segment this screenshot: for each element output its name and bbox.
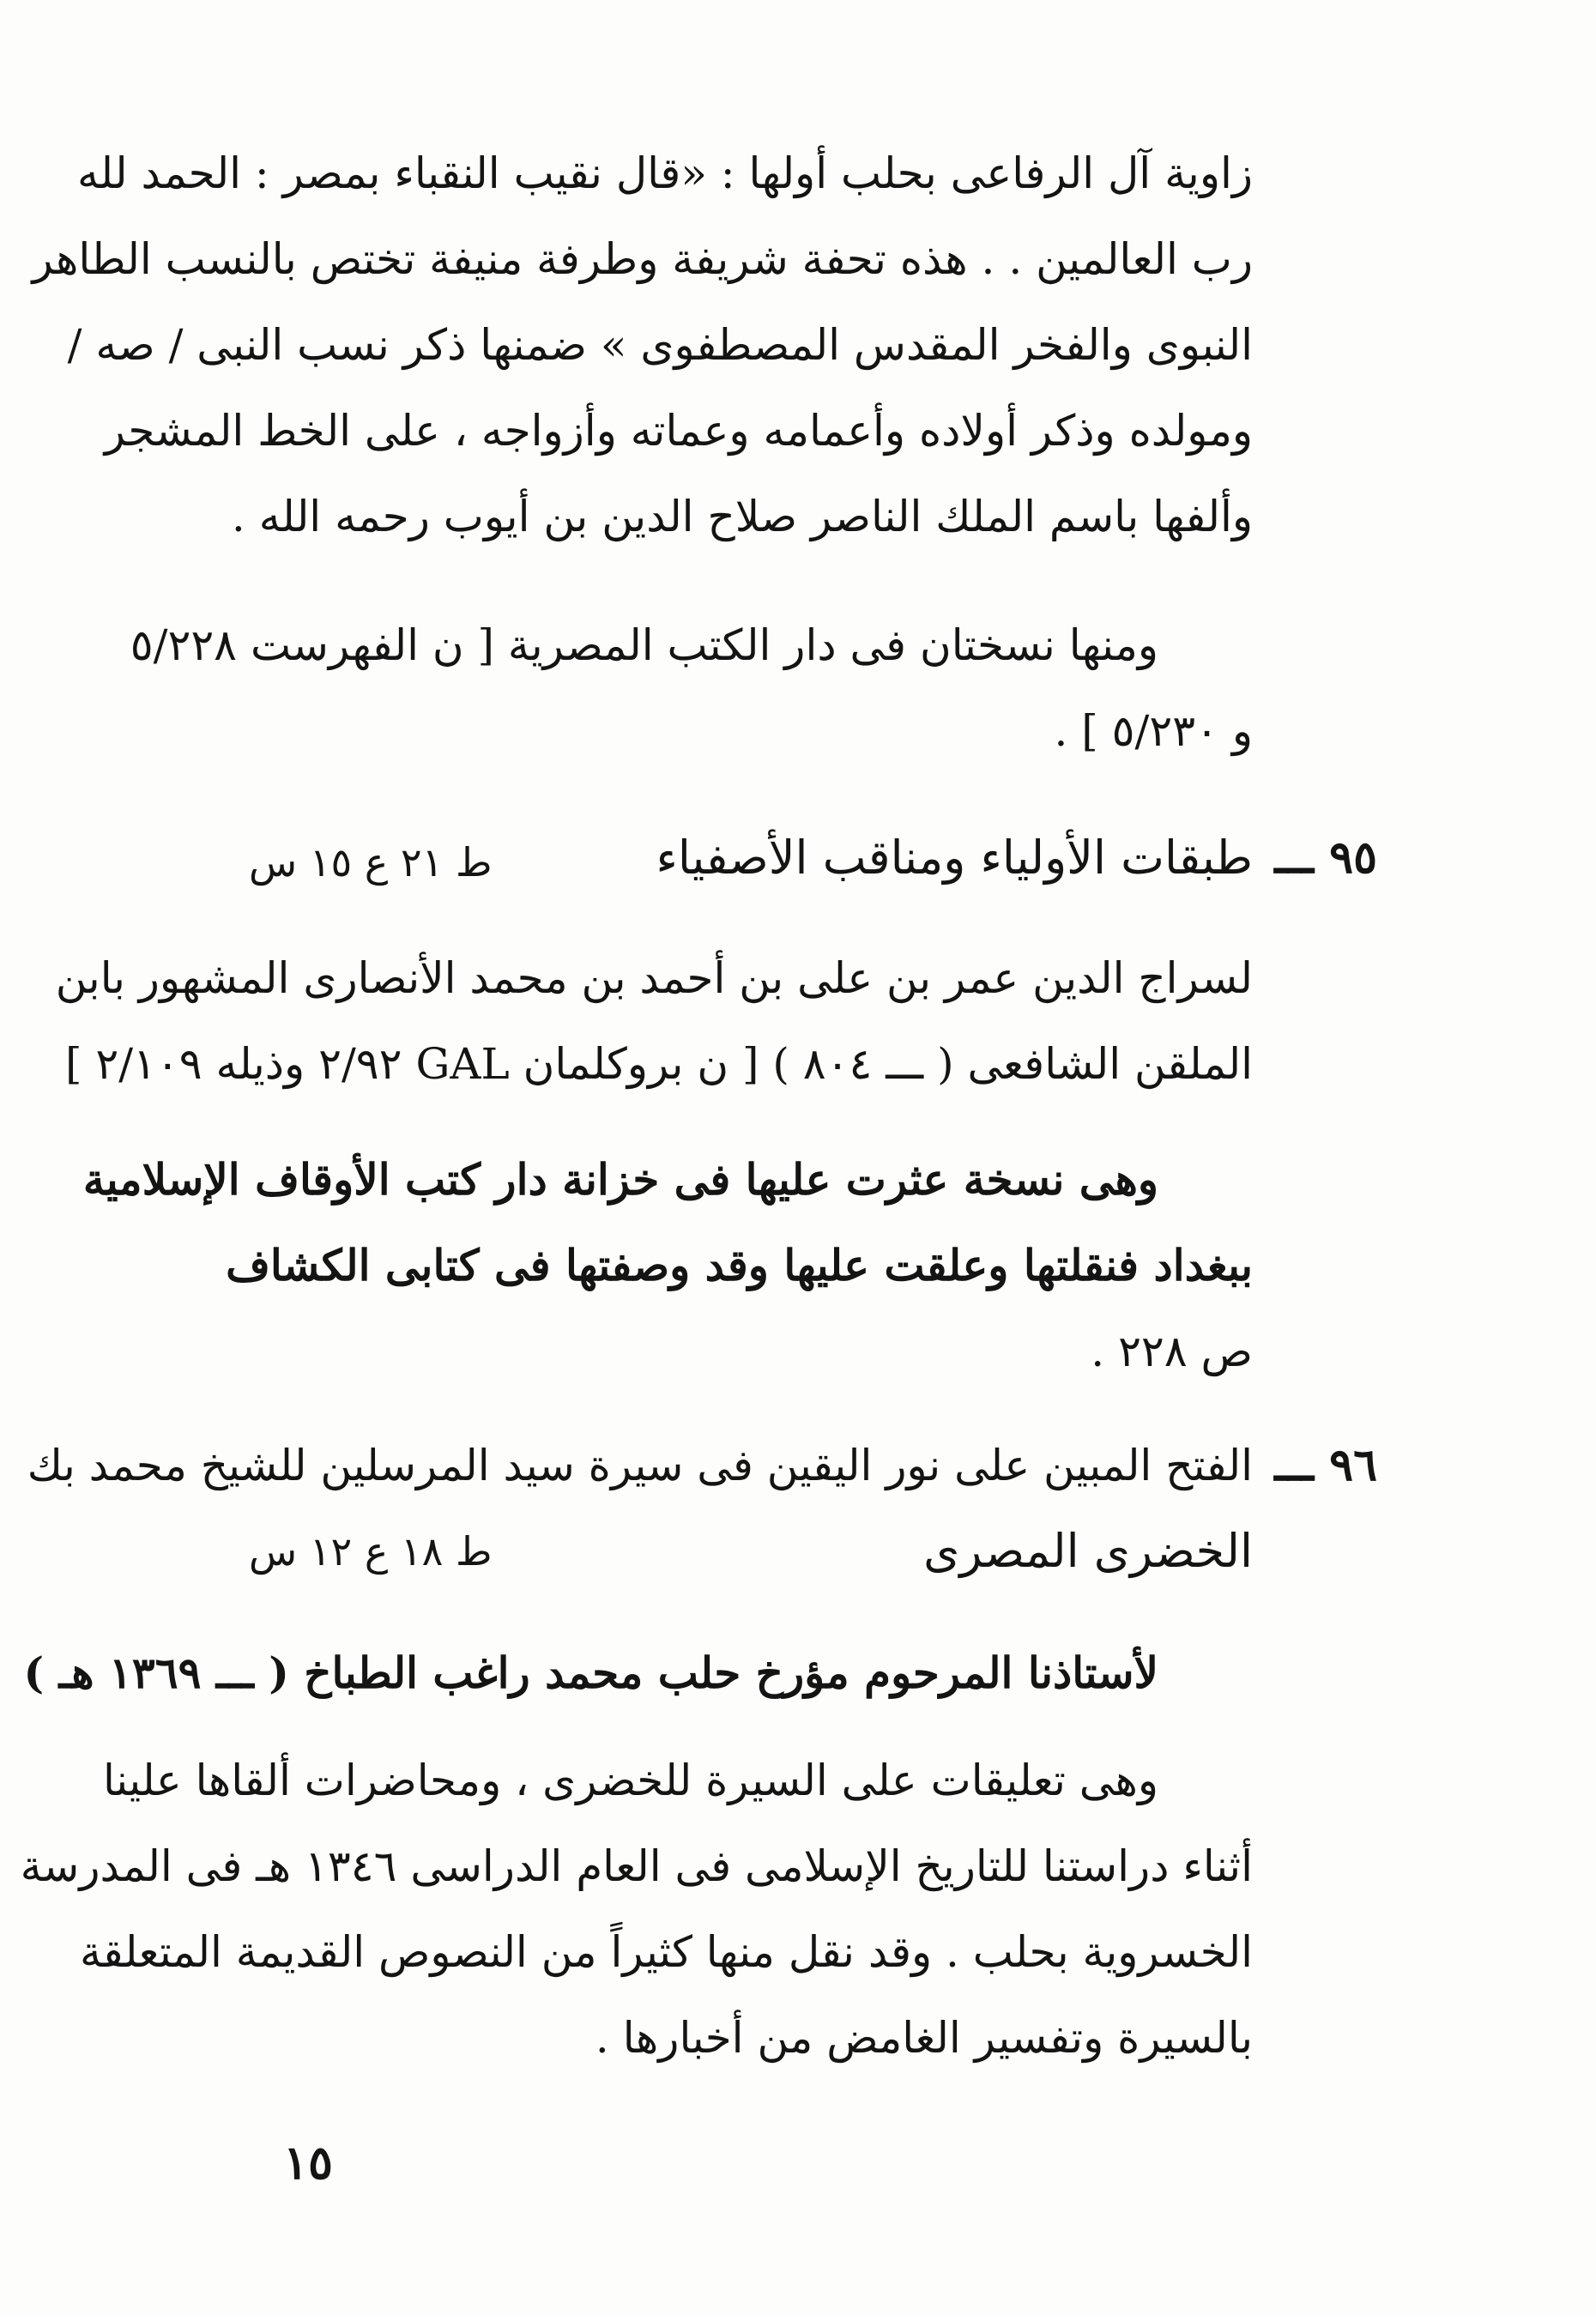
intro-line-4: ومولده وذكر أولاده وأعمامه وعماته وأزواجه ، على الخط المشجر bbox=[104, 406, 1253, 456]
entry-95-author-line-1: لسراج الدين عمر بن على بن أحمد بن محمد الأنصارى المشهور بابن bbox=[55, 953, 1253, 1003]
entry-96-author-line-1: لأستاذنا المرحوم مؤرخ حلب محمد راغب الطباخ ( ـــ ١٣٦٩ هـ ) bbox=[23, 1647, 1158, 1698]
entry-95-number: ٩٥ ـــ bbox=[1274, 831, 1377, 884]
entry-96-title-line-2: الخضرى المصرى bbox=[923, 1524, 1253, 1578]
entry-96-note-line-3: الخسروية بحلب . وقد نقل منها كثيراً من النصوص القديمة المتعلقة bbox=[80, 1927, 1253, 1977]
entry-95-note-line-1: وهى نسخة عثرت عليها فى خزانة دار كتب الأوقاف الإسلامية bbox=[82, 1154, 1158, 1205]
copies-line-2: و ٥/٢٣٠ ] . bbox=[1054, 706, 1253, 756]
entry-96-dimensions: ط ١٨ ع ١٢ س bbox=[249, 1528, 493, 1575]
intro-line-1: زاوية آل الرفاعى بحلب أولها : «قال نقيب النقباء بمصر : الحمد لله bbox=[77, 148, 1253, 198]
entry-96-note-line-4: بالسيرة وتفسير الغامض من أخبارها . bbox=[595, 2013, 1253, 2063]
entry-96-number: ٩٦ ـــ bbox=[1274, 1439, 1377, 1491]
entry-95-note-line-2: ببغداد فنقلتها وعلقت عليها وقد وصفتها فى كتابى الكشاف bbox=[226, 1240, 1253, 1290]
entry-96-note-line-2: أثناء دراستنا للتاريخ الإسلامى فى العام الدراسى ١٣٤٦ هـ فى المدرسة bbox=[20, 1841, 1253, 1891]
intro-line-5: وألفها باسم الملك الناصر صلاح الدين بن أيوب رحمه الله . bbox=[231, 492, 1253, 541]
intro-line-3: النبوى والفخر المقدس المصطفوى » ضمنها ذكر نسب النبى / صه / bbox=[67, 320, 1253, 370]
entry-95-dimensions: ط ٢١ ع ١٥ س bbox=[249, 839, 493, 886]
entry-95-author-line-2: الملقن الشافعى ( ـــ ٨٠٤ ) [ ن بروكلمان GAL ٢/٩٢ وذيله ٢/١٠٩ ] bbox=[64, 1039, 1253, 1089]
intro-line-2: رب العالمين . . هذه تحفة شريفة وطرفة منيفة تختص بالنسب الطاهر bbox=[32, 234, 1253, 284]
entry-95-note-line-3: ص ٢٢٨ . bbox=[1091, 1327, 1253, 1376]
page-number: ١٥ bbox=[283, 2135, 334, 2190]
entry-96-note-line-1: وهى تعليقات على السيرة للخضرى ، ومحاضرات ألقاها علينا bbox=[102, 1756, 1158, 1805]
copies-line-1: ومنها نسختان فى دار الكتب المصرية [ ن الفهرست ٥/٢٢٨ bbox=[130, 620, 1158, 670]
entry-95-title: طبقات الأولياء ومناقب الأصفياء bbox=[656, 831, 1253, 885]
entry-96-title-line-1: الفتح المبين على نور اليقين فى سيرة سيد المرسلين للشيخ محمد بك bbox=[27, 1441, 1253, 1490]
